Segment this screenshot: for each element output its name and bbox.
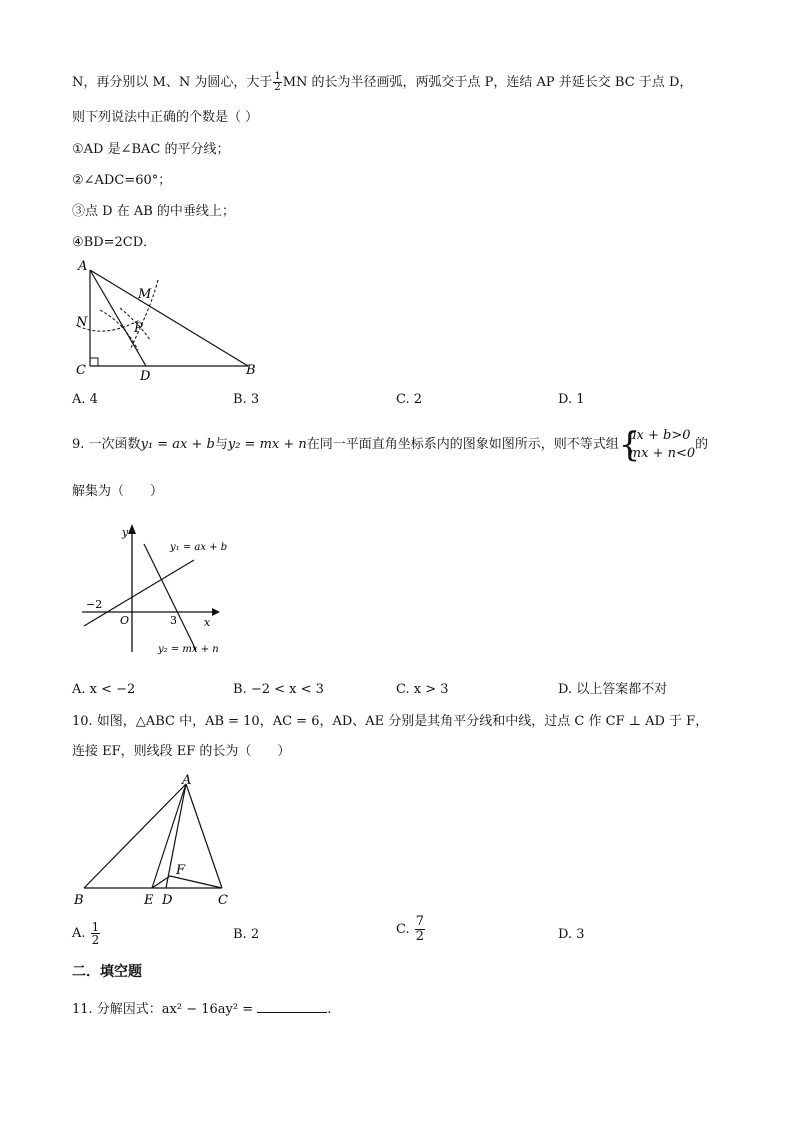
q11-stem [72,998,331,1020]
label-A: A [182,773,192,788]
label-C: C [76,363,86,378]
q9-inequality-1: ax + b>0 [628,427,691,443]
q9-inequality-2: mx + n<0 [628,445,696,461]
q8-option-c[interactable]: C. 2 [396,392,423,407]
label-B: B [74,893,84,908]
left-brace-icon: { [618,424,641,465]
q9-text-mid: 与 [214,437,228,452]
label-C: C [218,893,228,908]
line-y2-label: y₂ = mx + n [158,644,219,655]
q8-stem-line2: 则下列说法中正确的个数是（ ） [72,110,259,125]
fraction-denominator: 2 [91,933,100,947]
fraction-denominator: 2 [274,82,281,93]
line-y1-label: y₁ = ax + b [170,542,228,553]
q10-option-d[interactable]: D. 3 [558,927,585,942]
label-E: E [144,893,154,908]
q9-inequality-system [618,424,696,465]
label-N: N [76,315,88,330]
q8-option-a[interactable]: A. 4 [72,392,98,407]
q9-stem-line2: 解集为（ ） [72,484,164,499]
label-F: F [176,863,186,878]
q9-text-a: 一次函数 [88,437,141,452]
q8-stem-line1 [72,72,692,93]
fraction-denominator: 2 [415,929,425,944]
q8-item-1: ①AD 是∠BAC 的平分线； [72,142,230,157]
label-B: B [246,363,256,378]
q11-end-mark: . [327,1002,332,1017]
q10-option-c[interactable] [396,915,426,944]
q10-stem-line2: 连接 EF，则线段 EF 的长为（ ） [72,744,291,759]
label-D: D [162,893,173,908]
option-a-prefix: A. [72,926,86,941]
option-a-fraction [91,921,101,946]
q9-option-b[interactable]: B. −2 < x < 3 [233,682,324,697]
tick-3-label: 3 [170,614,177,627]
origin-label: O [120,614,130,627]
q8-item-4: ④BD=2CD． [72,235,157,250]
q9-stem-line1 [72,424,708,466]
q9-option-a[interactable]: A. x < −2 [72,682,136,697]
q8-stem-part-a: N，再分别以 M、N 为圆心，大于 [72,75,273,90]
q8-option-d[interactable]: D. 1 [558,392,585,407]
q9-function-y2: y₂ = mx + n [227,437,307,452]
q8-option-b[interactable]: B. 3 [233,392,260,407]
q10-option-b[interactable]: B. 2 [233,927,260,942]
q11-answer-blank[interactable] [257,998,327,1013]
tick-neg2-label: −2 [86,598,103,611]
q9-function-y1: y₁ = ax + b [140,437,215,452]
q9-option-d[interactable]: D. 以上答案都不对 [558,682,668,697]
q10-stem-line1: 10. 如图，△ABC 中，AB = 10，AC = 6，AD、AE 分别是其角平分线和中线，过点 C 作 CF ⊥ AD 于 F， [72,714,709,729]
q8-stem-part-b: MN 的长为半径画弧，两弧交于点 P，连结 AP 并延长交 BC 于点 D， [282,75,693,90]
option-c-prefix: C. [396,922,410,937]
axis-y-label: y [122,526,129,539]
fraction-numerator: 7 [415,914,425,929]
q8-item-2: ②∠ADC=60°； [72,173,172,188]
option-c-fraction [415,915,425,944]
label-D: D [140,369,151,383]
section-title: 二．填空题 [72,964,142,980]
q8-item-3: ③点 D 在 AB 的中垂线上； [72,204,235,219]
fraction-numerator: 1 [274,71,281,82]
q9-option-c[interactable]: C. x > 3 [396,682,449,697]
axis-x-label: x [204,616,211,629]
q9-text-b: 在同一平面直角坐标系内的图象如图所示，则不等式组 [306,437,619,452]
q9-graph-figure [78,522,238,662]
q8-fraction [273,72,281,93]
label-A: A [78,259,88,274]
label-M: M [138,287,152,302]
fraction-numerator: 1 [91,920,100,934]
q8-triangle-figure [70,258,270,383]
q10-triangle-figure [70,772,245,912]
q9-text-c: 的 [695,437,709,452]
q10-option-a[interactable] [72,920,101,948]
q9-number: 9. [72,437,85,452]
label-P: P [134,321,143,336]
q11-text: 11. 分解因式：ax² − 16ay² = [72,1002,254,1017]
